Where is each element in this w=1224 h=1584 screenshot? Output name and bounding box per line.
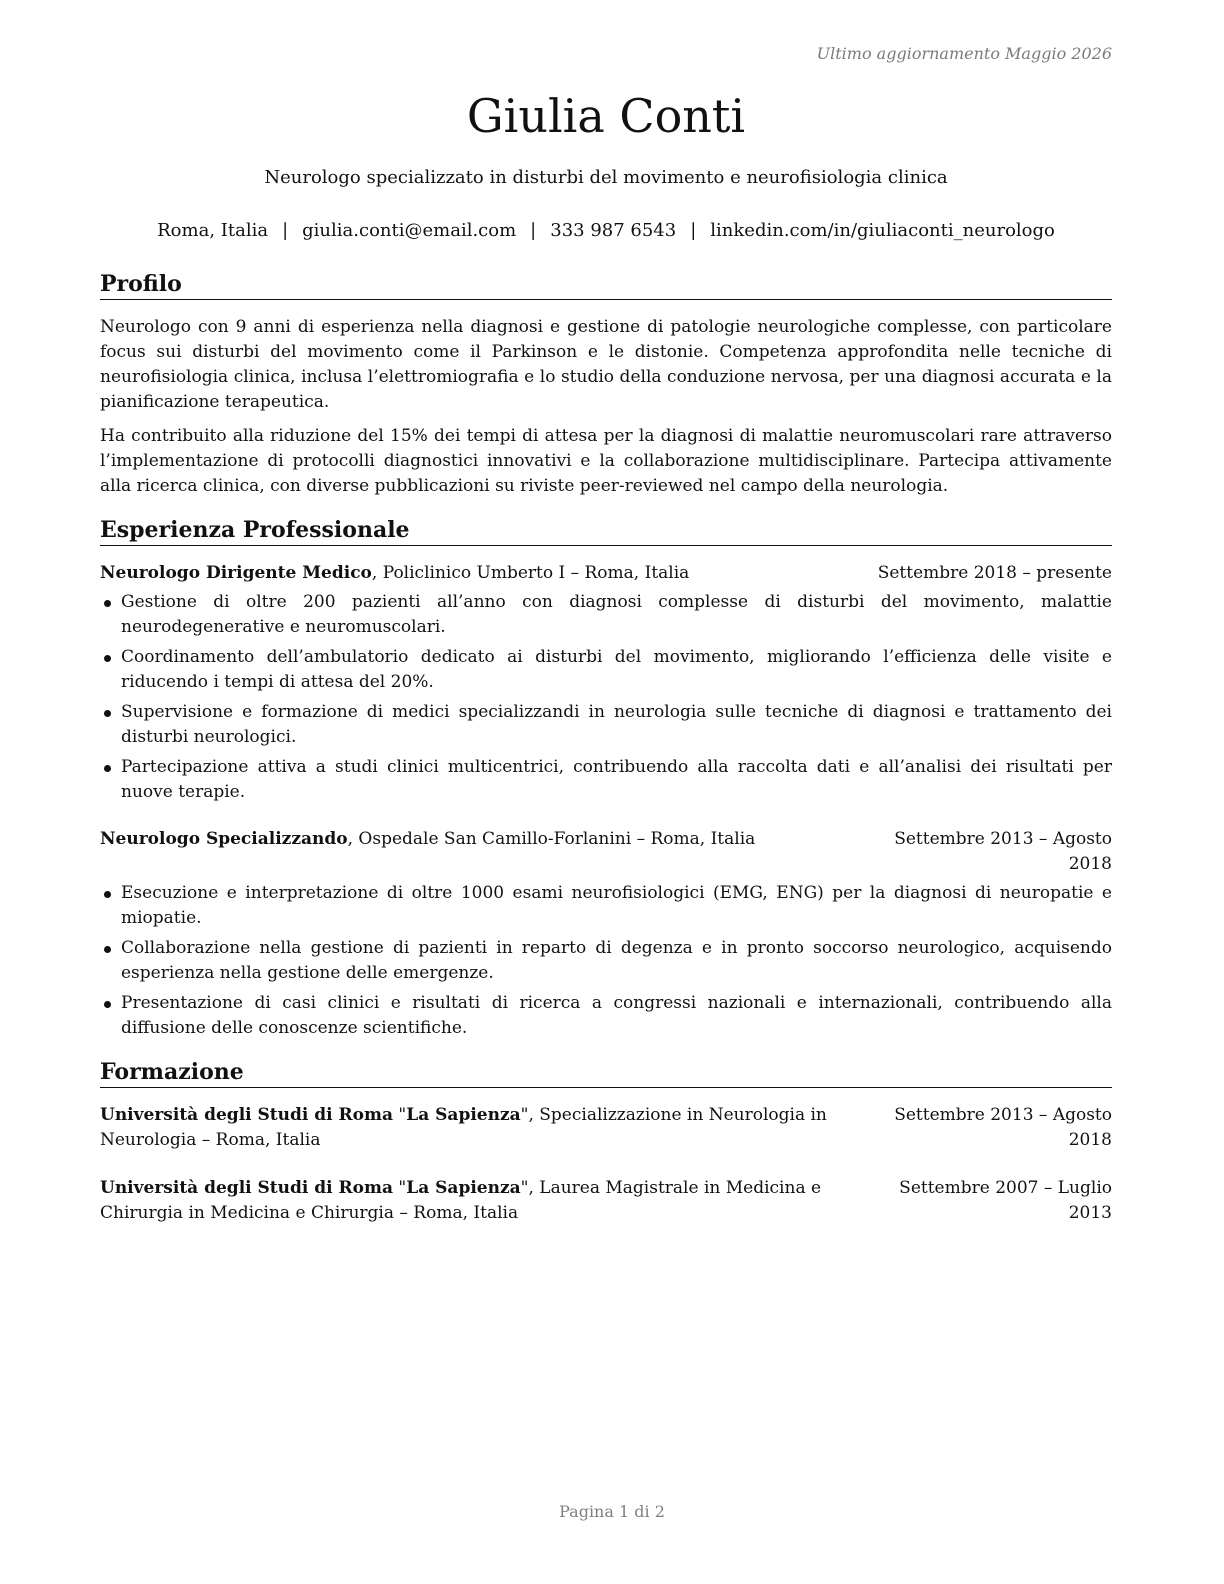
education-dates: Settembre 2007 – Luglio 2013 bbox=[899, 1178, 1112, 1223]
experience-entry bbox=[100, 827, 1112, 1041]
resume-content bbox=[100, 270, 1112, 1226]
contact-email[interactable]: giulia.conti@email.com bbox=[302, 220, 517, 241]
quote-mark: " bbox=[520, 1178, 529, 1198]
job-dates: Settembre 2018 – presente bbox=[877, 563, 1112, 583]
profile-section bbox=[100, 270, 1112, 499]
profile-paragraph: Ha contribuito alla riduzione del 15% dei tempi di attesa per la diagnosi di malattie neuromuscolari rare attraverso l’implementazione di protocolli diagnostici innovativi e la collaborazione multidisciplinare. Partecipa attivamente alla ricerca clinica, con diverse pubblicazioni su riviste peer-reviewed nel campo della neurologia. bbox=[100, 426, 1112, 496]
school-name-qualifier: La Sapienza bbox=[406, 1105, 521, 1125]
section-title-experience: Esperienza Professionale bbox=[100, 516, 1112, 546]
job-bullet-list bbox=[100, 590, 1112, 805]
job-role: Neurologo Dirigente Medico bbox=[100, 563, 372, 583]
job-bullet: Partecipazione attiva a studi clinici multicentrici, contribuendo alla raccolta dati e all’analisi dei risultati per nuove terapie. bbox=[100, 755, 1112, 805]
contact-phone[interactable]: 333 987 6543 bbox=[550, 220, 677, 241]
degree-detail: , Specializzazione in Neurologia in Neurologia – Roma, Italia bbox=[100, 1105, 827, 1150]
contact-line bbox=[100, 219, 1112, 243]
experience-entry-header bbox=[100, 827, 1112, 877]
job-bullet: Collaborazione nella gestione di pazienti in reparto di degenza e in pronto soccorso neurologico, acquisendo esperienza nella gestione delle emergenze. bbox=[100, 936, 1112, 986]
contact-separator: | bbox=[282, 220, 289, 241]
contact-linkedin[interactable]: linkedin.com/in/giuliaconti_neurologo bbox=[710, 220, 1055, 241]
contact-separator: | bbox=[690, 220, 697, 241]
contact-separator: | bbox=[530, 220, 537, 241]
job-bullet: Esecuzione e interpretazione di oltre 1000 esami neurofisiologici (EMG, ENG) per la diagnosi di neuropatie e miopatie. bbox=[100, 881, 1112, 931]
job-bullet-list bbox=[100, 881, 1112, 1041]
job-bullet: Coordinamento dell’ambulatorio dedicato ai disturbi del movimento, migliorando l’efficienza delle visite e riducendo i tempi di attesa del 20%. bbox=[100, 645, 1112, 695]
job-employer: , Policlinico Umberto I – Roma, Italia bbox=[371, 563, 690, 583]
job-role: Neurologo Specializzando bbox=[100, 829, 348, 849]
job-bullet: Presentazione di casi clinici e risultati di ricerca a congressi nazionali e internazionali, contribuendo alla diffusione delle conoscenze scientifiche. bbox=[100, 991, 1112, 1041]
quote-mark: " bbox=[393, 1105, 407, 1125]
school-name: Università degli Studi di Roma bbox=[100, 1105, 394, 1125]
education-entry bbox=[100, 1176, 1112, 1226]
quote-mark: " bbox=[520, 1105, 529, 1125]
job-bullet: Supervisione e formazione di medici specializzandi in neurologia sulle tecniche di diagnosi e trattamento dei disturbi neurologici. bbox=[100, 700, 1112, 750]
school-name: Università degli Studi di Roma bbox=[100, 1178, 394, 1198]
experience-entry bbox=[100, 561, 1112, 805]
candidate-name: Giulia Conti bbox=[466, 89, 746, 143]
job-employer: , Ospedale San Camillo-Forlanini – Roma, Italia bbox=[347, 829, 756, 849]
job-dates: Settembre 2013 – Agosto 2018 bbox=[894, 829, 1112, 874]
last-updated-note: Ultimo aggiornamento Maggio 2026 bbox=[816, 44, 1112, 63]
experience-entry-header bbox=[100, 561, 1112, 586]
degree-detail: , Laurea Magistrale in Medicina e Chirurgia in Medicina e Chirurgia – Roma, Italia bbox=[100, 1178, 822, 1223]
education-entry-title bbox=[100, 1176, 874, 1226]
contact-location: Roma, Italia bbox=[157, 220, 269, 241]
education-entry bbox=[100, 1103, 1112, 1153]
experience-entry-title bbox=[100, 827, 874, 852]
section-title-profile: Profilo bbox=[100, 270, 1112, 300]
education-dates: Settembre 2013 – Agosto 2018 bbox=[894, 1105, 1112, 1150]
page-number: Pagina 1 di 2 bbox=[559, 1502, 665, 1521]
education-entry-title bbox=[100, 1103, 874, 1153]
profile-paragraph: Neurologo con 9 anni di esperienza nella diagnosi e gestione di patologie neurologiche complesse, con particolare focus sui disturbi del movimento come il Parkinson e le distonie. Competenza approfondita nelle tecniche di neurofisiologia clinica, inclusa l’elettromiografia e lo studio della conduzione nervosa, per una diagnosi accurata e la pianificazione terapeutica. bbox=[100, 317, 1112, 412]
school-name-qualifier: La Sapienza bbox=[406, 1178, 521, 1198]
experience-section bbox=[100, 516, 1112, 1041]
section-title-education: Formazione bbox=[100, 1058, 1112, 1088]
quote-mark: " bbox=[393, 1178, 407, 1198]
experience-entry-title bbox=[100, 561, 878, 586]
candidate-tagline: Neurologo specializzato in disturbi del movimento e neurofisiologia clinica bbox=[264, 167, 948, 188]
job-bullet: Gestione di oltre 200 pazienti all’anno con diagnosi complesse di disturbi del movimento, malattie neurodegenerative e neuromuscolari. bbox=[100, 590, 1112, 640]
education-section bbox=[100, 1058, 1112, 1226]
